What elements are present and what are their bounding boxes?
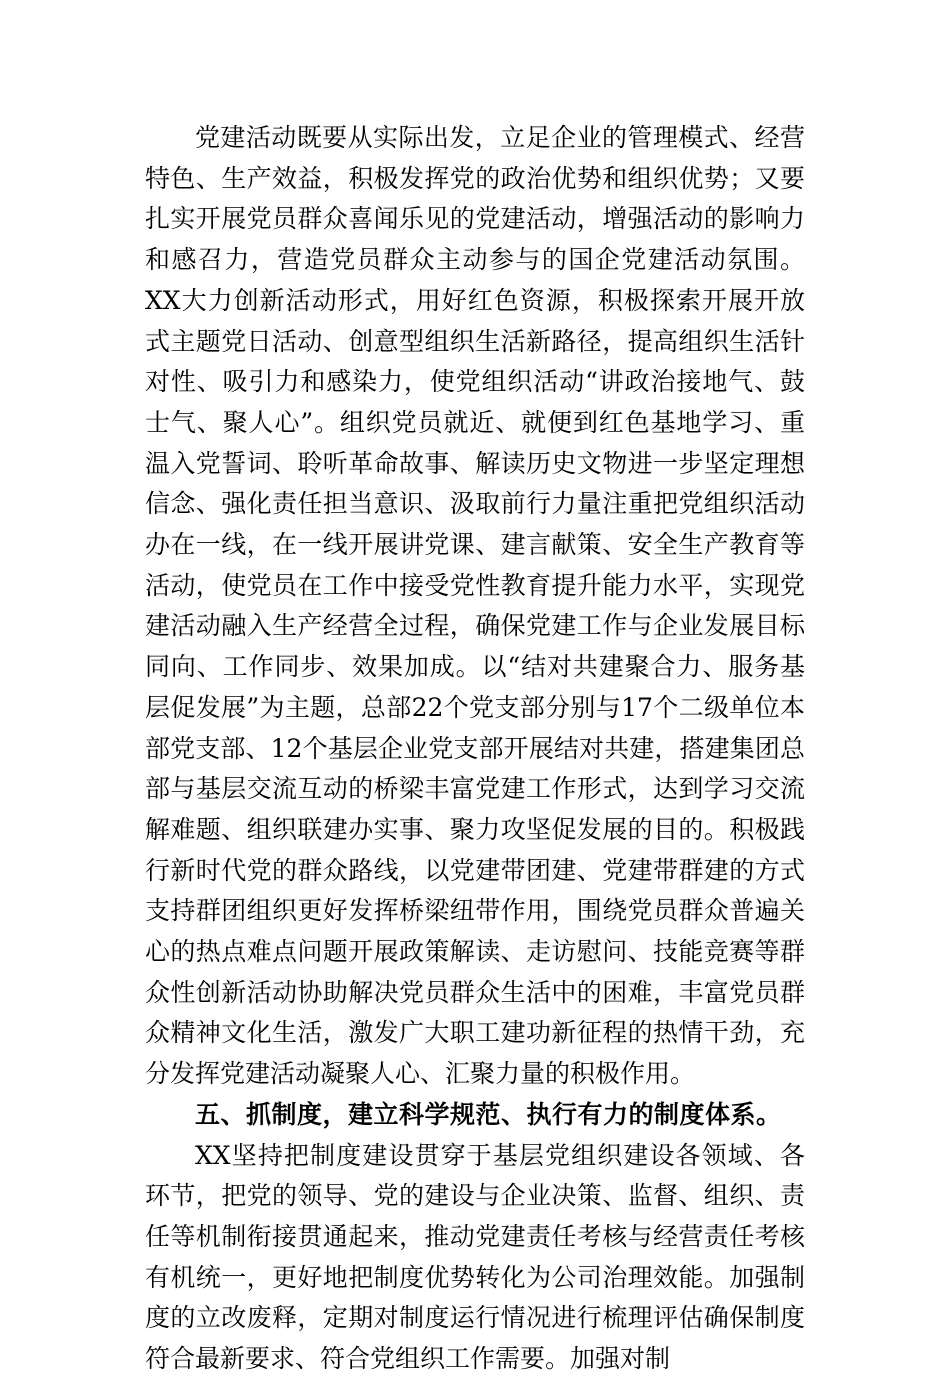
document-body [145,118,805,1380]
paragraph-party-activities: 党建活动既要从实际出发，立足企业的管理模式、经营特色、生产效益，积极发挥党的政治优势和组织优势；又要扎实开展党员群众喜闻乐见的党建活动，增强活动的影响力和感召力，营造党员群众主动参与的国企党建活动氛围。XX大力创新活动形式，用好红色资源，积极探索开展开放式主题党日活动、创意型组织生活新路径，提高组织生活针对性、吸引力和感染力，使党组织活动“讲政治接地气、鼓士气、聚人心”。组织党员就近、就便到红色基地学习、重温入党誓词、聆听革命故事、解读历史文物进一步坚定理想信念、强化责任担当意识、汲取前行力量注重把党组织活动办在一线，在一线开展讲党课、建言献策、安全生产教育等活动，使党员在工作中接受党性教育提升能力水平，实现党建活动融入生产经营全过程，确保党建工作与企业发展目标同向、工作同步、效果加成。以“结对共建聚合力、服务基层促发展”为主题，总部22个党支部分别与17个二级单位本部党支部、12个基层企业党支部开展结对共建，搭建集团总部与基层交流互动的桥梁丰富党建工作形式，达到学习交流解难题、组织联建办实事、聚力攻坚促发展的目的。积极践行新时代党的群众路线，以党建带团建、党建带群建的方式支持群团组织更好发挥桥梁纽带作用，围绕党员群众普遍关心的热点难点问题开展政策解读、走访慰问、技能竞赛等群众性创新活动协助解决党员群众生活中的困难，丰富党员群众精神文化生活，激发广大职工建功新征程的热情干劲，充分发挥党建活动凝聚人心、汇聚力量的积极作用。 [145,123,805,1089]
section-heading-five: 五、抓制度，建立科学规范、执行有力的制度体系。 [195,1099,782,1129]
paragraph-institution-building: XX坚持把制度建设贯穿于基层党组织建设各领域、各环节，把党的领导、党的建设与企业决策、监督、组织、责任等机制衔接贯通起来，推动党建责任考核与经营责任考核有机统一，更好地把制度优势转化为公司治理效能。加强制度的立改废释，定期对制度运行情况进行梳理评估确保制度符合最新要求、符合党组织工作需要。加强对制 [145,1140,805,1374]
